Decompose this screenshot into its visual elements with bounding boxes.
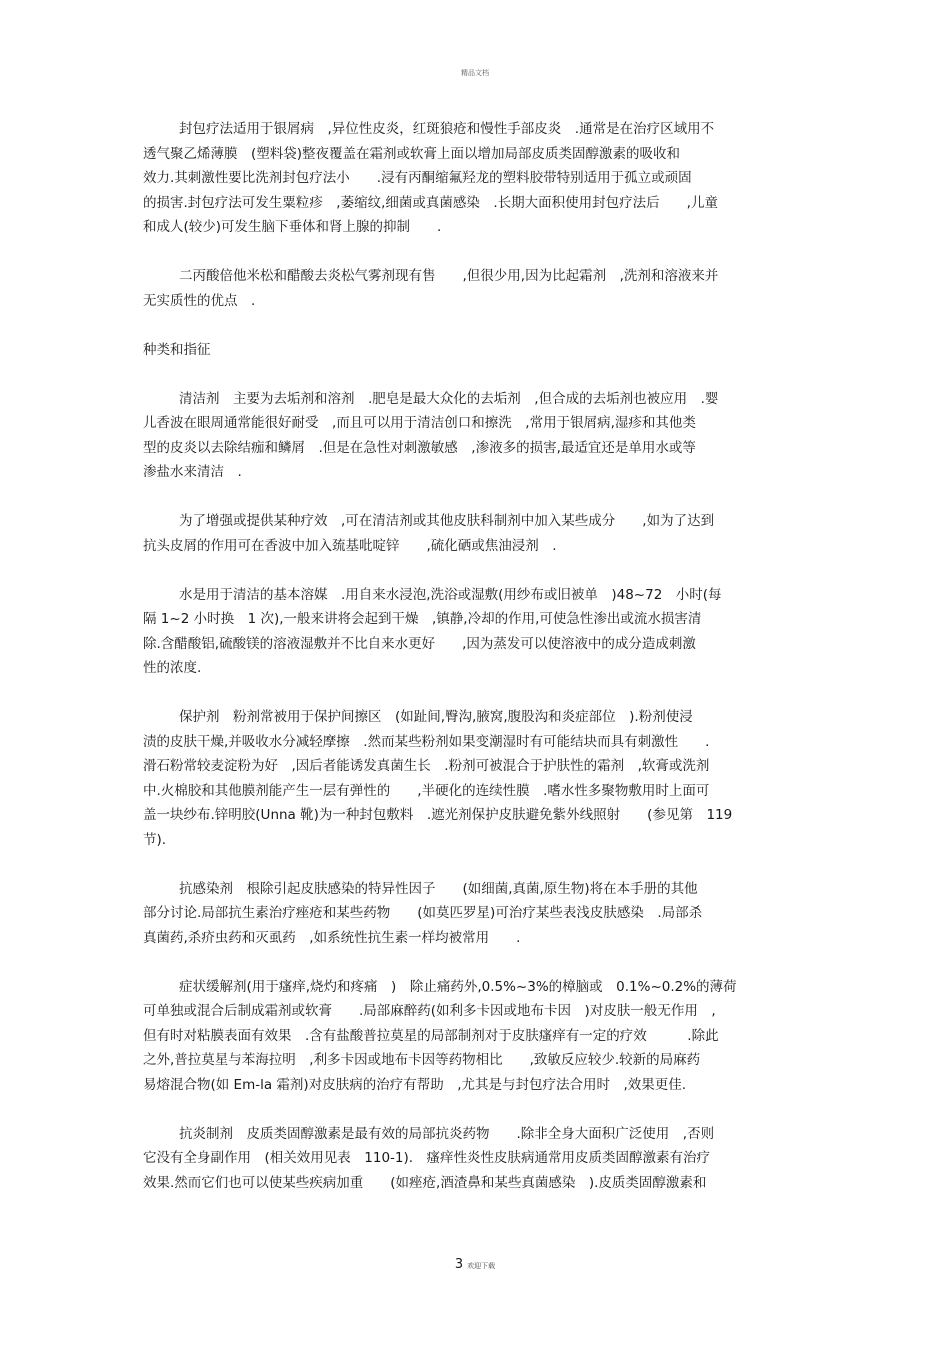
page-header: 精品文档 [461,69,489,77]
paragraph [143,583,808,681]
text-line: 性的浓度. [143,660,202,676]
text-line: 透气聚乙烯薄膜 (塑料袋)整夜覆盖在霜剂或软膏上面以增加局部皮质类固醇激素的吸收和 [143,145,681,162]
text-line: 水是用于清洁的基本溶媒 .用自来水浸泡,洗浴或湿敷(用纱布或旧被单 )48~72 小时(每 [179,586,722,603]
text-line: 清洁剂 主要为去垢剂和溶剂 .肥皂是最大众化的去垢剂 ,但合成的去垢剂也被应用 .婴 [179,390,719,407]
text-line: 封包疗法适用于银屑病 ,异位性皮炎，红斑狼疮和慢性手部皮炎 .通常是在治疗区域用不 [179,121,715,137]
text-line: 保护剂 粉剂常被用于保护间擦区 (如趾间,臀沟,腋窝,腹股沟和炎症部位 ).粉剂使浸 [179,709,693,725]
text-line: 隔 1~2 小时换 1 次),一般来讲将会起到干燥 ,镇静,冷却的作用,可使急性渗出或流水损害清 [143,611,702,627]
document-body [143,117,808,1195]
text-line: 儿香波在眼周通常能很好耐受 ,而且可以用于清洁创口和擦洗 ,常用于银屑病,湿疹和其他类 [143,415,696,431]
text-line: 它没有全身副作用 (相关效用见表 110-1). 瘙痒性炎性皮肤病通常用皮质类固醇激素有治疗 [143,1150,711,1166]
text-line: 无实质性的优点 . [143,292,256,309]
text-line: 二丙酸倍他米松和醋酸去炎松气雾剂现有售 ,但很少用,因为比起霜剂 ,洗剂和溶液来并 [179,268,719,284]
text-line: 盖一块纱布.锌明胶(Unna 靴)为一种封包敷料 .遮光剂保护皮肤避免紫外线照射 (参见第 119 [143,807,733,823]
paragraph [143,387,808,485]
paragraph [143,705,808,852]
text-line: 效果.然而它们也可以使某些疾病加重 (如痤疮,酒渣鼻和某些真菌感染 ).皮质类固醇激素和 [143,1174,707,1191]
text-line: 真菌药,杀疥虫药和灭虱药 ,如系统性抗生素一样均被常用 . [143,929,521,946]
text-line: 渗盐水来清洁 . [143,464,242,480]
paragraph [143,1122,808,1196]
text-line: 型的皮炎以去除结痂和鳞屑 .但是在急性对刺激敏感 ,渗液多的损害,最适宜还是单用水或等 [143,439,696,456]
text-line: 节). [143,831,167,848]
text-line: 的损害.封包疗法可发生粟粒疹 ,萎缩纹,细菌或真菌感染 .长期大面积使用封包疗法后 ,儿童 [143,194,718,211]
text-line: 易熔混合物(如 Em-la 霜剂)对皮肤病的治疗有帮助 ,尤其是与封包疗法合用时 ,效果更佳. [143,1076,687,1093]
text-line: 滑石粉常较麦淀粉为好 ,因后者能诱发真菌生长 .粉剂可被混合于护肤性的霜剂 ,软膏或洗剂 [143,758,710,774]
text-line: 可单独或混合后制成霜剂或软膏 .局部麻醉药(如利多卡因或地布卡因 )对皮肤一般无作用 , [143,1003,716,1019]
paragraph [143,509,808,558]
paragraph [143,877,808,951]
text-line: 抗感染剂 根除引起皮肤感染的特异性因子 (如细菌,真菌,原生物)将在本手册的其他 [179,880,698,897]
section-heading: 种类和指征 [143,341,211,358]
text-line: 部分讨论.局部抗生素治疗痤疮和某些药物 (如莫匹罗星)可治疗某些表浅皮肤感染 .局部杀 [143,905,703,921]
paragraph [143,264,808,313]
page-number: 3 [454,1257,464,1272]
text-line: 之外,普拉莫星与苯海拉明 ,利多卡因或地布卡因等药物相比 ,致敏反应较少.较新的局麻药 [143,1052,701,1068]
text-line: 症状缓解剂(用于瘙痒,烧灼和疼痛 ) 除止痛药外,0.5%~3%的樟脑或 0.1%~0.2%的薄荷 [179,978,737,995]
text-line: 抗炎制剂 皮质类固醇激素是最有效的局部抗炎药物 .除非全身大面积广泛使用 ,否则 [179,1125,715,1142]
text-line: 除.含醋酸铝,硫酸镁的溶液湿敷并不比自来水更好 ,因为蒸发可以使溶液中的成分造成刺激 [143,635,696,652]
page-footer [0,1257,950,1272]
text-line: 为了增强或提供某种疗效 ,可在清洁剂或其他皮肤科制剂中加入某些成分 ,如为了达到 [179,513,715,529]
text-line: 渍的皮肤干燥,并吸收水分减轻摩擦 .然而某些粉剂如果变潮湿时有可能结块而具有刺激性 . [143,733,710,750]
text-line: 中.火棉胶和其他膜剂能产生一层有弹性的 ,半硬化的连续性膜 .嗜水性多聚物敷用时上面可 [143,782,710,799]
paragraph [143,117,808,240]
footer-label: 欢迎下载 [467,1262,496,1270]
text-line: 和成人(较少)可发生脑下垂体和肾上腺的抑制 . [143,219,442,235]
paragraph [143,975,808,1098]
text-line: 效力.其刺激性要比洗剂封包疗法小 .浸有丙酮缩氟羟龙的塑料胶带特别适用于孤立或顽固 [143,170,692,186]
text-line: 抗头皮屑的作用可在香波中加入巯基吡啶锌 ,硫化硒或焦油浸剂 . [143,537,557,554]
text-line: 但有时对粘膜表面有效果 .含有盐酸普拉莫星的局部制剂对于皮肤瘙痒有一定的疗效 .除此 [143,1027,719,1044]
